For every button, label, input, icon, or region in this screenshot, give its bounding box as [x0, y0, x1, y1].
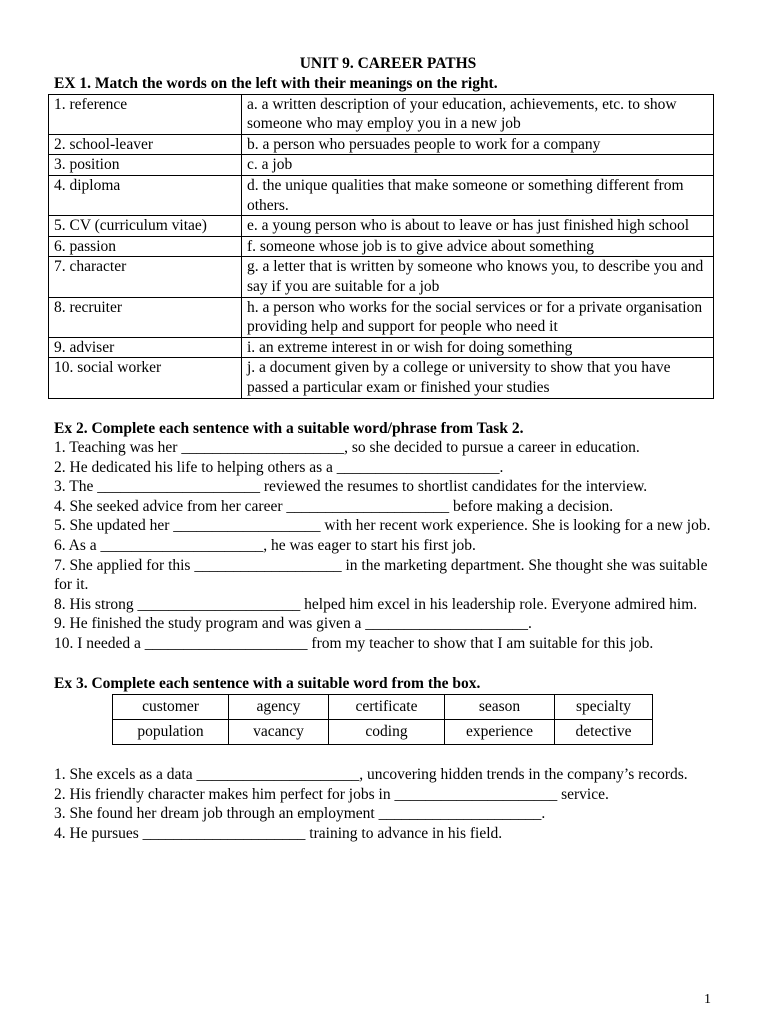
match-meaning: d. the unique qualities that make someone or something different from others.: [242, 175, 714, 215]
word-box-cell: specialty: [555, 695, 653, 720]
ex2-sentence: 9. He finished the study program and was given a _____________________.: [54, 615, 532, 633]
table-row: [49, 155, 714, 176]
word-box-cell: season: [445, 695, 555, 720]
ex2-sentence: 1. Teaching was her _____________________, so she decided to pursue a career in education.: [54, 439, 640, 457]
table-row: [49, 134, 714, 155]
match-word: 10. social worker: [49, 358, 242, 398]
matching-table: [48, 94, 714, 399]
ex2-sentence: 2. He dedicated his life to helping others as a _____________________.: [54, 458, 504, 476]
ex2-sentence: 6. As a _____________________, he was eager to start his first job.: [54, 537, 476, 555]
match-meaning: g. a letter that is written by someone who knows you, to describe you and say if you are suitable for a job: [242, 257, 714, 297]
ex2-sentence: 4. She seeked advice from her career _____________________ before making a decision.: [54, 497, 614, 515]
table-row: [49, 94, 714, 134]
match-meaning: h. a person who works for the social services or for a private organisation providing help and support for people who need it: [242, 297, 714, 337]
match-word: 2. school-leaver: [49, 134, 242, 155]
word-box-cell: coding: [329, 720, 445, 745]
word-box-cell: detective: [555, 720, 653, 745]
word-box-cell: agency: [229, 695, 329, 720]
word-box-cell: population: [113, 720, 229, 745]
match-word: 1. reference: [49, 94, 242, 134]
match-word: 5. CV (curriculum vitae): [49, 216, 242, 237]
table-row: [49, 236, 714, 257]
match-meaning: f. someone whose job is to give advice about something: [242, 236, 714, 257]
match-word: 7. character: [49, 257, 242, 297]
word-box-row: [113, 695, 653, 720]
match-word: 4. diploma: [49, 175, 242, 215]
ex2-sentence: 7. She applied for this ___________________ in the marketing department. She thought she was suitable for it.: [54, 556, 708, 594]
word-box-cell: vacancy: [229, 720, 329, 745]
match-meaning: a. a written description of your education, achievements, etc. to show someone who may employ you in a new job: [242, 94, 714, 134]
worksheet-page: [54, 54, 722, 844]
ex2-sentence: 10. I needed a _____________________ from my teacher to show that I am suitable for this job.: [54, 635, 654, 653]
ex3-sentence: 2. His friendly character makes him perfect for jobs in _____________________ service.: [54, 785, 609, 803]
ex3-sentence: 1. She excels as a data _____________________, uncovering hidden trends in the company’s records.: [54, 766, 688, 784]
ex3-sentence: 4. He pursues _____________________ training to advance in his field.: [54, 825, 503, 842]
match-word: 6. passion: [49, 236, 242, 257]
table-row: [49, 337, 714, 358]
ex2-sentence: 8. His strong _____________________ helped him excel in his leadership role. Everyone admired him.: [54, 595, 698, 613]
table-row: [49, 297, 714, 337]
table-row: [49, 175, 714, 215]
match-meaning: j. a document given by a college or university to show that you have passed a particular exam or finished your studies: [242, 358, 714, 398]
word-box: [112, 694, 653, 745]
word-box-row: [113, 720, 653, 745]
ex3-heading: Ex 3. Complete each sentence with a suitable word from the box.: [54, 674, 481, 692]
word-box-cell: experience: [445, 720, 555, 745]
ex3-sentence: 3. She found her dream job through an employment _____________________.: [54, 805, 546, 823]
ex2-sentence: 5. She updated her ___________________ with her recent work experience. She is looking for a new job.: [54, 517, 711, 535]
page-title: UNIT 9. CAREER PATHS: [299, 55, 477, 72]
word-box-cell: customer: [113, 695, 229, 720]
match-meaning: e. a young person who is about to leave or has just finished high school: [242, 216, 714, 237]
match-meaning: c. a job: [242, 155, 714, 176]
ex2-sentence-list: [54, 438, 722, 654]
table-row: [49, 358, 714, 398]
table-row: [49, 216, 714, 237]
table-row: [49, 257, 714, 297]
match-word: 3. position: [49, 155, 242, 176]
page-number: 1: [704, 992, 711, 1007]
word-box-cell: certificate: [329, 695, 445, 720]
ex2-sentence: 3. The _____________________ reviewed the resumes to shortlist candidates for the interview.: [54, 478, 648, 496]
ex1-heading: EX 1. Match the words on the left with their meanings on the right.: [54, 75, 498, 92]
ex2-heading: Ex 2. Complete each sentence with a suitable word/phrase from Task 2.: [54, 419, 524, 437]
ex3-sentence-list: [54, 765, 722, 843]
match-word: 8. recruiter: [49, 297, 242, 337]
match-meaning: i. an extreme interest in or wish for doing something: [242, 337, 714, 358]
match-word: 9. adviser: [49, 337, 242, 358]
match-meaning: b. a person who persuades people to work for a company: [242, 134, 714, 155]
